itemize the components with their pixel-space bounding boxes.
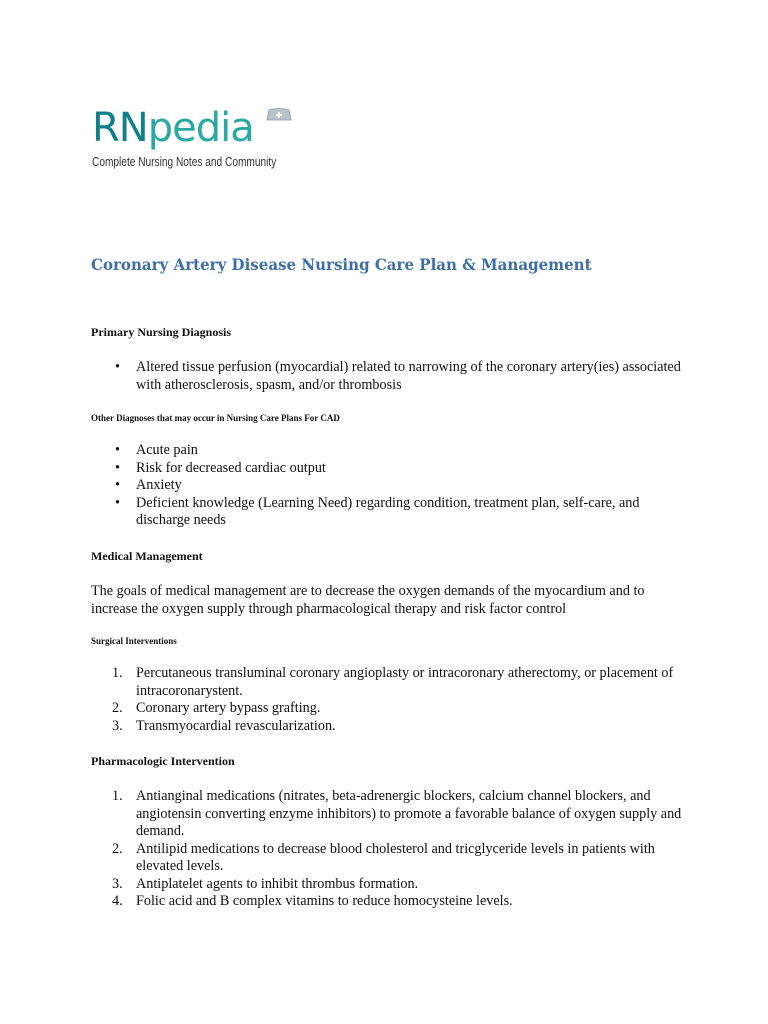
list-item-text: Antianginal medications (nitrates, beta-adrenergic blockers, calcium channel blockers, and angiotensin converting enzyme inhibitors) to promote a favorable balance of oxygen supply and demand. <box>136 788 682 839</box>
medical-management-heading: Medical Management <box>91 549 203 563</box>
list-item <box>91 841 691 876</box>
list-item <box>91 788 691 841</box>
bullet: • <box>115 442 120 458</box>
logo-tagline: Complete Nursing Notes and Community <box>92 154 277 169</box>
list-item-text: Acute pain <box>136 442 198 458</box>
list-number: 2. <box>112 840 123 857</box>
logo-brand-rn: RN <box>92 105 148 151</box>
bullet: • <box>115 494 120 511</box>
list-item-text: Deficient knowledge (Learning Need) regarding condition, treatment plan, self-care, and discharge needs <box>136 494 640 528</box>
list-item-text: Antilipid medications to decrease blood cholesterol and tricglyceride levels in patients with elevated levels. <box>136 840 655 874</box>
bullet: • <box>115 459 120 476</box>
primary-diagnosis-list <box>91 359 691 394</box>
list-number: 1. <box>112 788 123 804</box>
list-item <box>91 495 691 530</box>
list-item-text: Altered tissue perfusion (myocardial) related to narrowing of the coronary artery(ies) associated with atherosclerosis, spasm, and/or thrombosis <box>136 359 681 393</box>
other-diagnoses-heading: Other Diagnoses that may occur in Nursing Care Plans For CAD <box>91 413 340 423</box>
list-item-text: Antiplatelet agents to inhibit thrombus formation. <box>136 875 419 892</box>
list-item <box>91 893 691 911</box>
surgical-interventions-list <box>91 665 691 735</box>
other-diagnoses-list <box>91 442 691 530</box>
pharmacologic-intervention-list <box>91 788 691 911</box>
rnpedia-logo <box>92 104 312 174</box>
bullet: • <box>115 359 120 375</box>
list-item <box>91 876 691 894</box>
list-item-text: Risk for decreased cardiac output <box>136 459 326 476</box>
nurse-cap-icon <box>266 108 292 122</box>
logo-wordmark <box>92 104 254 152</box>
bullet: • <box>115 477 120 493</box>
list-item <box>91 700 691 718</box>
primary-diagnosis-heading: Primary Nursing Diagnosis <box>91 325 232 339</box>
list-item <box>91 477 691 495</box>
list-number: 3. <box>112 717 123 734</box>
page-title: Coronary Artery Disease Nursing Care Plan & Management <box>91 255 592 274</box>
list-item-text: Transmyocardial revascularization. <box>136 717 336 734</box>
pharmacologic-intervention-heading: Pharmacologic Intervention <box>91 754 235 768</box>
list-number: 4. <box>112 893 123 909</box>
list-item <box>91 718 691 736</box>
list-item-text: Coronary artery bypass grafting. <box>136 700 321 716</box>
surgical-interventions-heading: Surgical Interventions <box>91 636 177 646</box>
logo-brand-pedia: pedia <box>147 105 254 151</box>
list-item-text: Anxiety <box>136 477 182 493</box>
list-item <box>91 359 691 394</box>
list-number: 2. <box>112 700 123 716</box>
list-item-text: Folic acid and B complex vitamins to reduce homocysteine levels. <box>136 893 513 909</box>
list-number: 1. <box>112 665 123 681</box>
medical-management-paragraph: The goals of medical management are to decrease the oxygen demands of the myocardium and to increase the oxygen supply through pharmacological therapy and risk factor control <box>91 583 645 617</box>
list-item <box>91 460 691 478</box>
list-number: 3. <box>112 875 123 892</box>
list-item <box>91 442 691 460</box>
list-item <box>91 665 691 700</box>
list-item-text: Percutaneous transluminal coronary angioplasty or intracoronary atherectomy, or placement of intracoronarystent. <box>136 665 674 699</box>
